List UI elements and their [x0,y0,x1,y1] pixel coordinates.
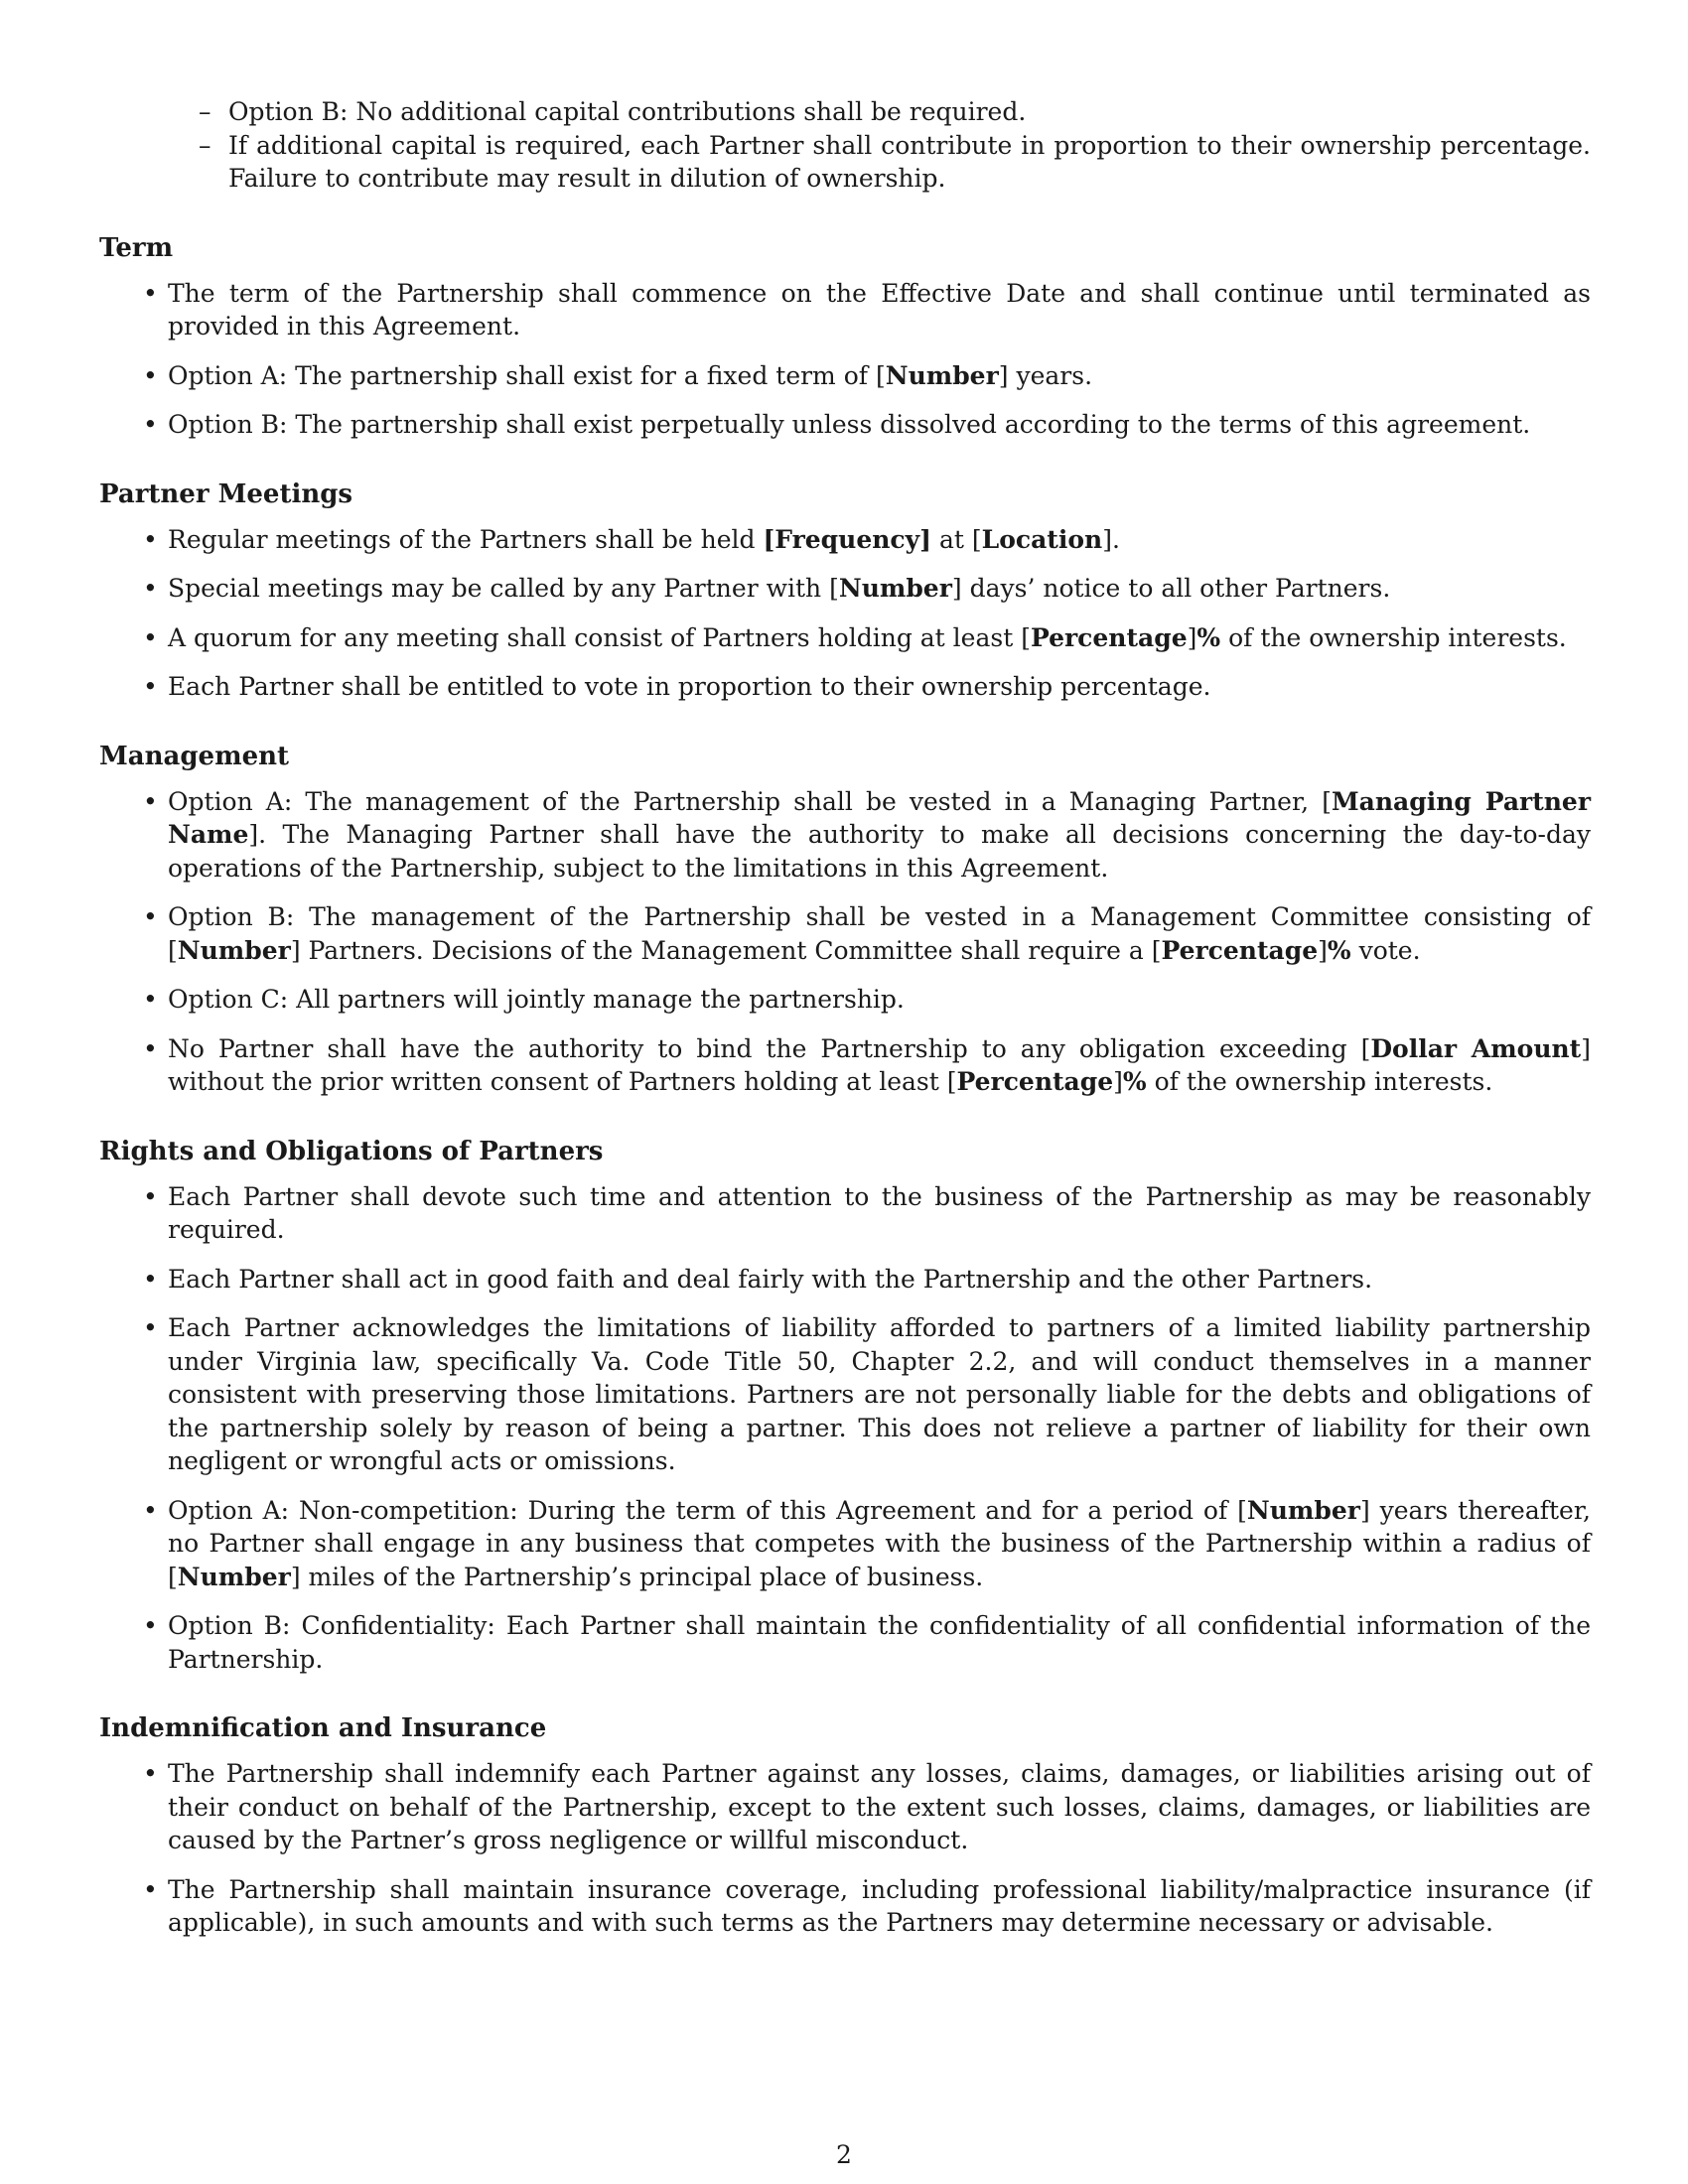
placeholder-frequency: [Frequency] [763,524,931,554]
placeholder-location: Location [981,524,1103,554]
placeholder-number: Number [1246,1495,1360,1525]
rights-list [99,1180,1591,1677]
indemnification-list [99,1757,1591,1940]
placeholder-number: Number [838,574,952,603]
list-item: • Option B: Confidentiality: Each Partner shall maintain the confidentiality of all confidential information of the Partnership. [168,1609,1591,1676]
list-item: – Option B: No additional capital contributions shall be required. [228,95,1591,129]
list-item: • The term of the Partnership shall commence on the Effective Date and shall continue until terminated as provided in this Agreement. [168,277,1591,343]
placeholder-percentage: Percentage [1030,622,1188,652]
placeholder-number: Number [177,935,291,965]
placeholder-managing-partner-name: Managing Partner Name [168,786,1591,849]
section-heading-partner-meetings: Partner Meetings [99,478,353,509]
list-item: • Option B: The management of the Partnership shall be vested in a Management Committee consisting of [Number] Partners. Decisions of the Management Committee shall require a [Percentage]% vote. [168,900,1591,967]
percent-sign: % [1327,935,1351,965]
management-list [99,785,1591,1099]
list-item: • Special meetings may be called by any Partner with [Number] days’ notice to all other Partners. [168,572,1591,606]
placeholder-number: Number [885,360,999,390]
placeholder-dollar-amount: Dollar Amount [1370,1033,1582,1063]
percent-sign: % [1122,1067,1147,1096]
list-item: • Option A: The partnership shall exist for a fixed term of [Number] years. [168,359,1591,393]
placeholder-number: Number [177,1562,291,1591]
list-item: • Option A: Non-competition: During the term of this Agreement and for a period of [Number] years thereafter, no Partner shall engage in any business that competes with the business of the Partnership within a radius of [Number] miles of the Partnership’s principal place of business. [168,1494,1591,1594]
list-item: • Option C: All partners will jointly manage the partnership. [168,983,1591,1017]
list-item: – If additional capital is required, each Partner shall contribute in proportion to their ownership percentage. Failure to contribute may result in dilution of ownership. [228,129,1591,196]
list-item: • The Partnership shall maintain insurance coverage, including professional liability/malpractice insurance (if applicable), in such amounts and with such terms as the Partners may determine necessary or advisable. [168,1873,1591,1940]
section-heading-management: Management [99,741,290,771]
list-item: • Each Partner acknowledges the limitations of liability afforded to partners of a limited liability partnership under Virginia law, specifically Va. Code Title 50, Chapter 2.2, and will conduct themselves in a manner consistent with preserving those limitations. Partners are not personally liable for the debts and obligations of the partnership solely by reason of being a partner. This does not relieve a partner of liability for their own negligent or wrongful acts or omissions. [168,1311,1591,1478]
page-number: 2 [836,2140,852,2169]
placeholder-percentage: Percentage [956,1067,1114,1096]
list-item: • Each Partner shall act in good faith and deal fairly with the Partnership and the other Partners. [168,1263,1591,1297]
list-item: • Regular meetings of the Partners shall be held [Frequency] at [Location]. [168,523,1591,557]
list-item: • No Partner shall have the authority to bind the Partnership to any obligation exceeding [Dollar Amount] without the prior written consent of Partners holding at least [Percentage]% of the ownership interests. [168,1032,1591,1099]
percent-sign: % [1196,622,1221,652]
term-list [99,277,1591,442]
list-item: • The Partnership shall indemnify each Partner against any losses, claims, damages, or liabilities arising out of their conduct on behalf of the Partnership, except to the extent such losses, claims, damages, or liabilities are caused by the Partner’s gross negligence or willful misconduct. [168,1757,1591,1857]
section-heading-term: Term [99,232,174,263]
capital-contributions-continuation [99,95,1591,196]
list-item: • Each Partner shall be entitled to vote in proportion to their ownership percentage. [168,670,1591,704]
meetings-list [99,523,1591,704]
document-page [99,95,1591,1956]
section-heading-indemnification: Indemnification and Insurance [99,1713,547,1743]
placeholder-percentage: Percentage [1161,935,1319,965]
list-item: • A quorum for any meeting shall consist of Partners holding at least [Percentage]% of the ownership interests. [168,621,1591,655]
list-item: • Option A: The management of the Partnership shall be vested in a Managing Partner, [Managing Partner Name]. The Managing Partner shall have the authority to make all decisions concerning the day-to-day operations of the Partnership, subject to the limitations in this Agreement. [168,785,1591,886]
list-item: • Option B: The partnership shall exist perpetually unless dissolved according to the terms of this agreement. [168,408,1591,442]
list-item: • Each Partner shall devote such time and attention to the business of the Partnership as may be reasonably required. [168,1180,1591,1247]
section-heading-rights-obligations: Rights and Obligations of Partners [99,1136,604,1166]
